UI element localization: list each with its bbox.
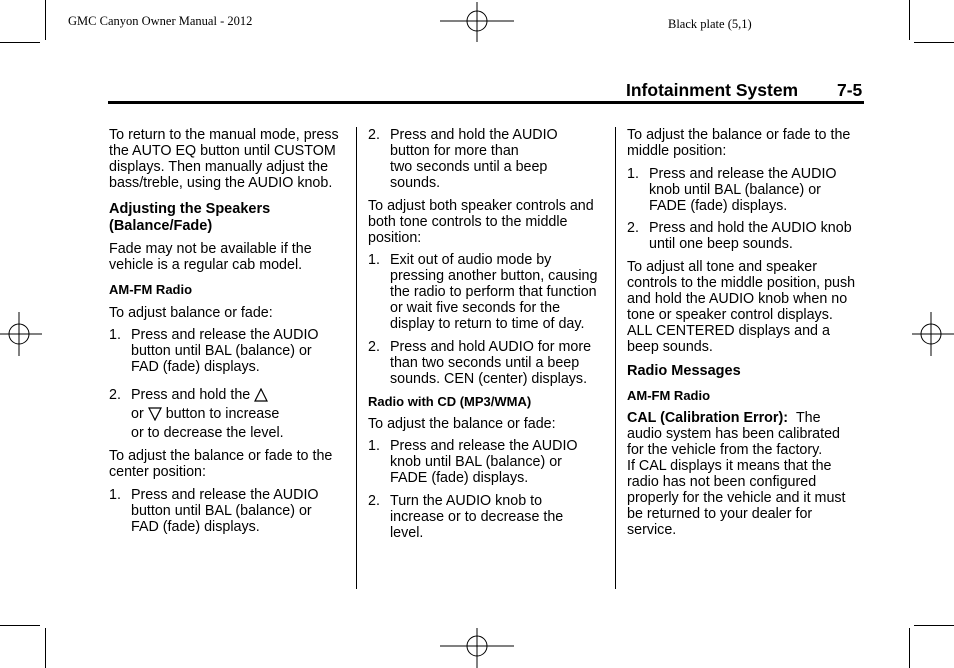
list-item: 1. Press and release the AUDIO button until BAL (balance) or FAD (fade) displays.: [109, 327, 319, 375]
section-title: Infotainment System: [626, 80, 799, 100]
heading-radio-messages: Radio Messages: [627, 363, 741, 379]
list-item: 2. Turn the AUDIO knob to increase or to decrease the level.: [368, 493, 564, 541]
paragraph: To adjust balance or fade:: [109, 305, 273, 321]
list-item: 2. Press and hold the AUDIO knob until one beep sounds.: [627, 220, 852, 252]
crop-mark: [914, 42, 954, 43]
list-item: 1. Exit out of audio mode by pressing another button, causing the radio to perform that function or wait five seconds for the display to return to time of day.: [368, 252, 598, 332]
list-item: 2. Press and hold the or button to increase or to decrease the level.: [109, 387, 284, 441]
crop-mark: [914, 625, 954, 626]
paragraph: To return to the manual mode, press the AUTO EQ button until CUSTOM displays. Then manually adjust the bass/treble, using the AUDIO knob.: [109, 127, 339, 191]
crop-mark: [0, 42, 40, 43]
heading-adjusting-speakers: Adjusting the Speakers (Balance/Fade): [109, 201, 271, 234]
crop-mark: [0, 625, 40, 626]
registration-mark-icon: [912, 312, 954, 356]
registration-mark-icon: [0, 312, 42, 356]
list-item: 2. Press and hold AUDIO for more than two seconds until a beep sounds. CEN (center) displays.: [368, 339, 592, 387]
paragraph: To adjust the balance or fade to the center position:: [109, 448, 333, 480]
crop-mark: [45, 0, 46, 40]
up-arrow-icon: [254, 388, 268, 402]
paragraph: To adjust all tone and speaker controls to the middle position, push and hold the AUDIO knob when no tone or speaker control displays. ALL CENTERED displays and a beep sounds.: [627, 259, 856, 355]
list-item: 1. Press and release the AUDIO button until BAL (balance) or FAD (fade) displays.: [109, 487, 319, 535]
down-arrow-icon: [148, 407, 162, 421]
registration-mark-icon: [440, 2, 514, 42]
list-item: 2. Press and hold the AUDIO button for more than two seconds until a beep sounds.: [368, 127, 558, 191]
column-divider: [615, 127, 616, 589]
crop-mark: [45, 628, 46, 668]
paragraph: Fade may not be available if the vehicle is a regular cab model.: [109, 241, 312, 273]
registration-mark-icon: [440, 628, 514, 668]
crop-mark: [909, 0, 910, 40]
cal-label: CAL (Calibration Error):: [627, 410, 788, 426]
column-3: [627, 127, 867, 538]
manual-title: GMC Canyon Owner Manual - 2012: [68, 14, 253, 28]
paragraph: CAL (Calibration Error): The audio system has been calibrated for the vehicle from the factory. If CAL displays it means that the radio has not been configured properly for the vehicle and it must be returned to your dealer for service.: [627, 410, 846, 538]
subheading-am-fm-radio: AM-FM Radio: [627, 388, 711, 403]
crop-mark: [909, 628, 910, 668]
column-1: [109, 127, 349, 535]
subheading-am-fm-radio: AM-FM Radio: [109, 282, 193, 297]
subheading-radio-with-cd: Radio with CD (MP3/WMA): [368, 394, 532, 409]
paragraph: To adjust the balance or fade:: [368, 416, 556, 432]
header-rule: [108, 101, 864, 104]
column-divider: [356, 127, 357, 589]
column-2: [368, 127, 608, 541]
plate-label: Black plate (5,1): [668, 17, 752, 31]
page-number: 7-5: [837, 80, 863, 100]
paragraph: To adjust both speaker controls and both tone controls to the middle position:: [368, 198, 594, 246]
list-item: 1. Press and release the AUDIO knob until BAL (balance) or FADE (fade) displays.: [368, 438, 578, 486]
paragraph: To adjust the balance or fade to the middle position:: [627, 127, 851, 159]
list-item: 1. Press and release the AUDIO knob until BAL (balance) or FADE (fade) displays.: [627, 166, 837, 214]
